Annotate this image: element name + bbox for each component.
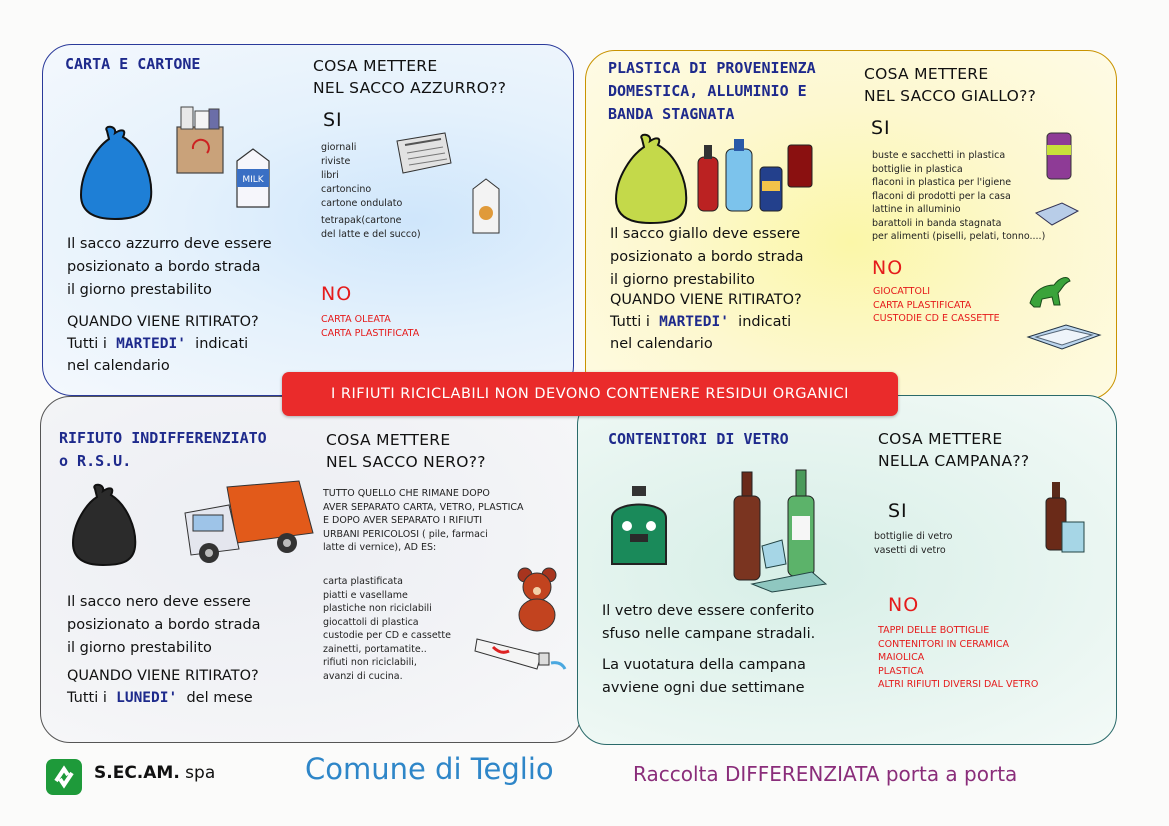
garbage-truck-icon xyxy=(177,473,317,565)
collection-day: LUNEDI' xyxy=(116,690,178,706)
body-line: La vuotatura della campana xyxy=(602,657,806,673)
si-item: tetrapak(cartone xyxy=(321,215,402,226)
list-item: carta plastificata xyxy=(323,576,403,587)
items-list xyxy=(323,575,451,683)
intro-line: AVER SEPARATO CARTA, VETRO, PLASTICA xyxy=(323,501,524,513)
glass-bell-icon xyxy=(604,484,674,568)
si-label: SI xyxy=(888,500,908,522)
collection-day: MARTEDI' xyxy=(659,314,729,330)
no-item: CONTENITORI IN CERAMICA xyxy=(878,638,1010,650)
collection-prefix: Tutti i xyxy=(67,336,107,352)
panel-vetro xyxy=(577,395,1117,745)
secam-logo-icon xyxy=(46,759,82,795)
juice-carton-icon xyxy=(469,177,503,235)
raccolta-title: Raccolta DIFFERENZIATA porta a porta xyxy=(633,762,1018,786)
body-line: posizionato a bordo strada xyxy=(67,617,261,633)
si-item: flaconi in plastica per l'igiene xyxy=(872,177,1012,188)
body-line: posizionato a bordo strada xyxy=(67,259,261,275)
si-item: del latte e del succo) xyxy=(321,229,421,240)
comune-title: Comune di Teglio xyxy=(305,752,554,786)
intro-line: TUTTO QUELLO CHE RIMANE DOPO xyxy=(323,488,490,499)
si-list xyxy=(874,530,953,558)
no-item: TAPPI DELLE BOTTIGLIE xyxy=(878,625,990,636)
no-label: NO xyxy=(321,283,353,305)
no-list xyxy=(321,313,419,340)
si-item: giornali xyxy=(321,142,357,153)
collection-prefix: Tutti i xyxy=(610,314,650,330)
title-line: CARTA E CARTONE xyxy=(65,55,201,73)
panel-indifferenziato xyxy=(40,396,582,743)
blue-bag-icon xyxy=(77,125,155,221)
body-line: il giorno prestabilito xyxy=(67,640,212,656)
list-item: plastiche non riciclabili xyxy=(323,603,432,614)
title-line: RIFIUTO INDIFFERENZIATO xyxy=(59,429,267,447)
si-label: SI xyxy=(323,109,343,131)
si-item: libri xyxy=(321,170,339,181)
no-label: NO xyxy=(888,594,920,616)
si-item: cartoncino xyxy=(321,184,372,195)
si-item: per alimenti (piselli, pelati, tonno....) xyxy=(872,231,1046,242)
collection-question: QUANDO VIENE RITIRATO? xyxy=(67,668,259,684)
si-list xyxy=(872,149,1045,244)
collection-question: QUANDO VIENE RITIRATO? xyxy=(610,292,802,308)
no-item: ALTRI RIFIUTI DIVERSI DAL VETRO xyxy=(878,679,1039,690)
panel-plastica xyxy=(585,50,1117,400)
si-item: flaconi di prodotti per la casa xyxy=(872,190,1011,202)
si-item: riviste xyxy=(321,156,351,167)
collection-info xyxy=(610,289,802,355)
panel-title xyxy=(608,57,816,126)
list-item: giocattoli di plastica xyxy=(323,616,419,628)
toothpaste-icon xyxy=(473,625,569,673)
panel-heading xyxy=(864,63,1036,107)
title-line: CONTENITORI DI VETRO xyxy=(608,430,789,448)
collection-day: MARTEDI' xyxy=(116,336,186,352)
heading-line: COSA METTERE xyxy=(864,65,989,83)
company-suffix: spa xyxy=(179,763,216,783)
panel-body xyxy=(67,233,272,302)
si-item: lattine in alluminio xyxy=(872,204,961,215)
no-item: CARTA PLASTIFICATA xyxy=(873,299,972,311)
plastic-bottles-icon xyxy=(694,137,814,213)
no-label: NO xyxy=(872,257,904,279)
heading-line: NEL SACCO GIALLO?? xyxy=(864,87,1037,105)
title-line: PLASTICA DI PROVENIENZA xyxy=(608,59,816,77)
company-name xyxy=(94,763,215,783)
si-item: bottiglie di vetro xyxy=(874,531,953,542)
milk-carton-icon xyxy=(231,145,275,211)
no-item: GIOCATTOLI xyxy=(873,286,931,297)
body-line: Il vetro deve essere conferito xyxy=(602,603,815,619)
intro-text xyxy=(323,487,524,555)
collection-suffix: del mese xyxy=(186,690,253,706)
panel-carta xyxy=(42,44,574,396)
no-item: CUSTODIE CD E CASSETTE xyxy=(873,313,1000,324)
si-item: cartone ondulato xyxy=(321,198,403,209)
body-line: il giorno prestabilito xyxy=(67,282,212,298)
milk-label: MILK xyxy=(242,175,264,185)
body-line: posizionato a bordo strada xyxy=(610,249,804,265)
body-line: Il sacco nero deve essere xyxy=(67,594,251,610)
body-line: Il sacco azzurro deve essere xyxy=(67,236,272,252)
body-line: avviene ogni due settimane xyxy=(602,680,805,696)
can-icon xyxy=(1044,129,1074,181)
panel-body xyxy=(67,591,261,660)
collection-suffix: indicati xyxy=(195,336,249,352)
glass-bottles-icon xyxy=(722,466,842,594)
heading-line: NEL SACCO NERO?? xyxy=(326,453,486,471)
paper-bag-icon xyxy=(171,105,229,175)
list-item: zainetti, portamatite.. xyxy=(323,643,427,655)
collection-day-line xyxy=(67,333,259,355)
glass-jar-icon xyxy=(1032,478,1088,558)
panel-body xyxy=(610,223,804,292)
panel-heading xyxy=(313,55,506,99)
heading-line: COSA METTERE xyxy=(326,431,451,449)
no-item: PLASTICA xyxy=(878,665,924,677)
intro-line: latte di vernice), AD ES: xyxy=(323,542,437,553)
no-item: CARTA OLEATA xyxy=(321,314,391,325)
heading-line: COSA METTERE xyxy=(313,57,438,75)
panel-heading xyxy=(878,428,1029,472)
collection-end: nel calendario xyxy=(67,358,170,374)
collection-info xyxy=(67,665,259,709)
panel-title xyxy=(59,427,267,473)
panel-title xyxy=(65,53,200,76)
si-label: SI xyxy=(871,117,891,139)
si-item: bottiglie in plastica xyxy=(872,163,963,175)
list-item: rifiuti non riciclabili, xyxy=(323,657,417,668)
intro-line: E DOPO AVER SEPARATO I RIFIUTI xyxy=(323,515,483,526)
heading-line: NEL SACCO AZZURRO?? xyxy=(313,79,507,97)
list-item: custodie per CD e cassette xyxy=(323,630,451,641)
recycle-arrows-icon xyxy=(46,759,82,795)
list-item: avanzi di cucina. xyxy=(323,670,403,682)
black-bag-icon xyxy=(69,483,139,567)
collection-question: QUANDO VIENE RITIRATO? xyxy=(67,314,259,330)
newspaper-icon xyxy=(393,131,455,175)
body-line: sfuso nelle campane stradali. xyxy=(602,626,816,642)
no-list xyxy=(873,285,1000,326)
collection-info xyxy=(67,311,259,377)
panel-heading xyxy=(326,429,486,473)
no-list xyxy=(878,624,1038,692)
panel-body xyxy=(602,600,815,646)
tray-icon xyxy=(1032,201,1082,229)
intro-line: URBANI PERICOLOSI ( pile, farmaci xyxy=(323,528,488,540)
company-bold: S.EC.AM. xyxy=(94,763,180,783)
heading-line: COSA METTERE xyxy=(878,430,1003,448)
collection-end: nel calendario xyxy=(610,336,713,352)
warning-banner: I RIFIUTI RICICLABILI NON DEVONO CONTENERE RESIDUI ORGANICI xyxy=(282,372,898,416)
toy-dinosaur-icon xyxy=(1024,267,1074,309)
no-item: CARTA PLASTIFICATA xyxy=(321,327,420,339)
cd-case-icon xyxy=(1026,323,1104,353)
heading-line: NELLA CAMPANA?? xyxy=(878,452,1030,470)
panel-title xyxy=(608,428,789,451)
title-line: DOMESTICA, ALLUMINIO E xyxy=(608,82,807,100)
no-item: MAIOLICA xyxy=(878,652,925,663)
collection-day-line xyxy=(610,311,802,333)
si-item: buste e sacchetti in plastica xyxy=(872,150,1006,161)
list-item: piatti e vasellame xyxy=(323,589,408,601)
title-line: o R.S.U. xyxy=(59,452,132,470)
si-item: barattoli in banda stagnata xyxy=(872,217,1002,229)
collection-prefix: Tutti i xyxy=(67,690,107,706)
si-item: vasetti di vetro xyxy=(874,545,946,556)
collection-day-line xyxy=(67,687,259,709)
collection-suffix: indicati xyxy=(738,314,792,330)
title-line: BANDA STAGNATA xyxy=(608,105,735,123)
body-line: Il sacco giallo deve essere xyxy=(610,226,801,242)
yellow-bag-icon xyxy=(612,133,690,225)
panel-body-2 xyxy=(602,654,806,700)
body-line: il giorno prestabilito xyxy=(610,272,755,288)
